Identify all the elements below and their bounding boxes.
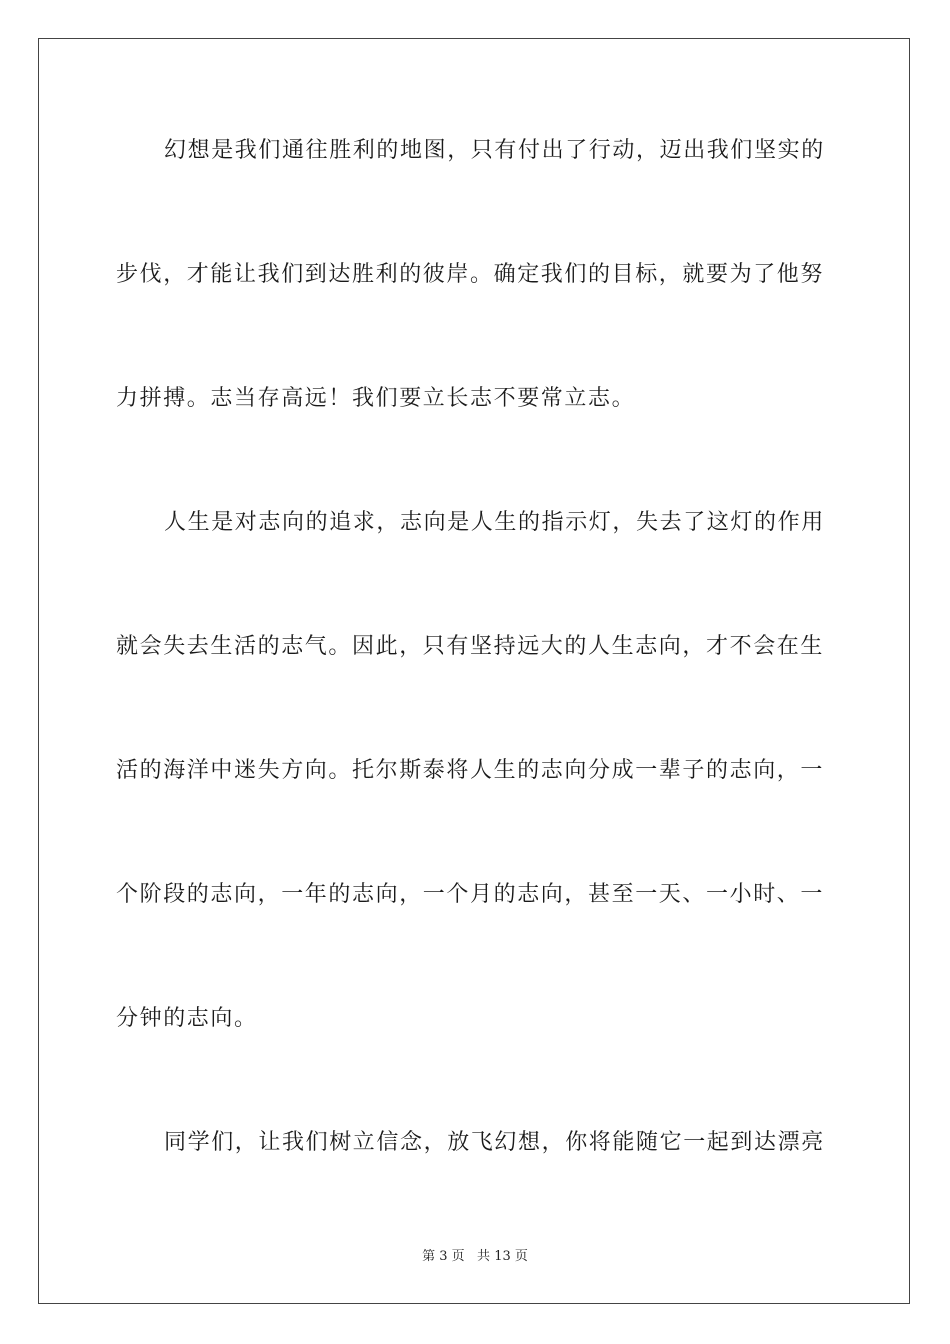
paragraph-1-line-2: 步伐，才能让我们到达胜利的彼岸。确定我们的目标，就要为了他努 [116, 262, 825, 287]
paragraph-1-line-3: 力拼搏。志当存高远！我们要立长志不要常立志。 [116, 386, 636, 411]
paragraph-2-line-3: 活的海洋中迷失方向。托尔斯泰将人生的志向分成一辈子的志向，一 [116, 758, 825, 783]
paragraph-2-line-1: 人生是对志向的追求，志向是人生的指示灯，失去了这灯的作用 [164, 510, 825, 535]
paragraph-3-line-1: 同学们，让我们树立信念，放飞幻想，你将能随它一起到达漂亮 [164, 1130, 825, 1155]
paragraph-2-line-2: 就会失去生活的志气。因此，只有坚持远大的人生志向，才不会在生 [116, 634, 825, 659]
page-number-footer: 第 3 页 共 13 页 [422, 1249, 528, 1264]
paragraph-2-line-4: 个阶段的志向，一年的志向，一个月的志向，甚至一天、一小时、一 [116, 882, 825, 907]
paragraph-1-line-1: 幻想是我们通往胜利的地图，只有付出了行动，迈出我们坚实的 [164, 138, 825, 163]
paragraph-2-line-5: 分钟的志向。 [116, 1006, 258, 1031]
page-border [38, 38, 910, 1304]
